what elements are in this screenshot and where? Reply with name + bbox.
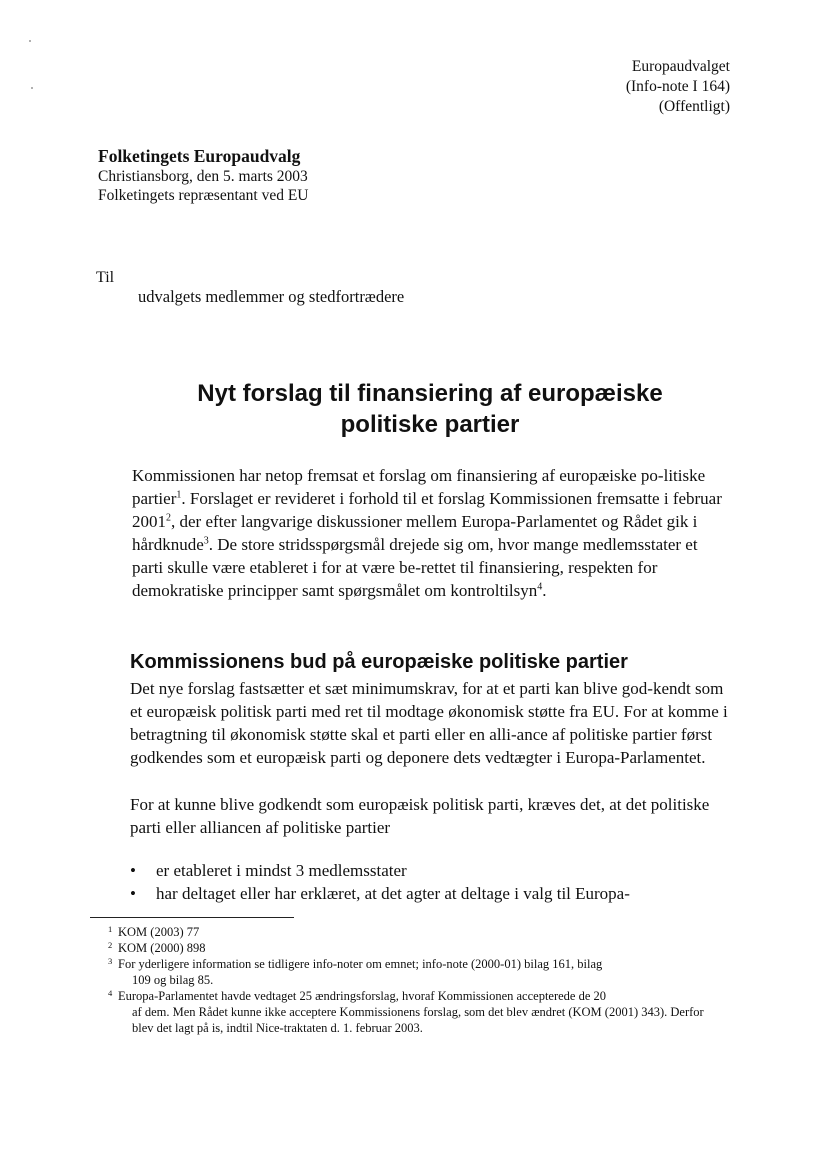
footnote-continuation: af dem. Men Rådet kunne ikke acceptere Kommissionens forslag, som det blev ændret (KOM (2001) 343). Derfor blev det lagt på is, indtil Nice-traktaten d. 1. februar 2003.	[132, 1005, 704, 1035]
page-title	[100, 378, 760, 440]
list-item	[130, 882, 630, 905]
footnote-mark: 4	[108, 988, 113, 998]
footnote-continuation: 109 og bilag 85.	[132, 973, 214, 987]
footnote-divider	[90, 917, 294, 918]
footnote-ref-2: 2	[166, 512, 171, 524]
note-id: (Info-note I 164)	[625, 78, 730, 95]
section-heading: Kommissionens bud på europæiske politiske partier	[130, 651, 628, 673]
bullet-icon: •	[130, 861, 136, 880]
intro-text: . Forslaget er revideret i forhold til et forslag Kommissionen fremsatte i februar 2001	[132, 489, 722, 531]
footnote-ref-3: 3	[203, 535, 209, 547]
list-item-text: er etableret i mindst 3 medlemsstater	[156, 861, 407, 880]
footnote-mark: 1	[108, 924, 113, 934]
footnote-text: For yderligere information se tidligere info-noter om emnet; info-note (2000-01) bilag 161, bilag	[118, 957, 603, 971]
requirements-list	[130, 859, 630, 905]
scan-speck	[29, 40, 31, 42]
section-paragraph: For at kunne blive godkendt som europæisk politisk parti, kræves det, at det politiske parti eller alliancen af politiske partier	[130, 795, 710, 837]
bullet-icon: •	[130, 884, 136, 903]
footnote-ref-4: 4	[537, 581, 543, 593]
committee-name: Europaudvalget	[631, 58, 730, 75]
footnotes	[108, 924, 708, 1036]
footnote-text: KOM (2003) 77	[118, 925, 200, 939]
document-header	[626, 57, 730, 117]
footnote	[108, 940, 708, 956]
footnote	[108, 956, 708, 988]
scan-speck	[31, 87, 33, 89]
addressee-recipients: udvalgets medlemmer og stedfortrædere	[138, 287, 405, 306]
footnote	[108, 924, 708, 940]
intro-text: .	[542, 581, 547, 600]
place-date: Christiansborg, den 5. marts 2003	[98, 168, 308, 185]
intro-paragraph	[132, 464, 728, 602]
intro-text: Kommissionen har netop fremsat et forslag om finansiering af europæiske po-litiske partier	[132, 466, 706, 508]
sender-block	[98, 145, 309, 205]
footnote	[108, 988, 708, 1036]
section-paragraph: Det nye forslag fastsætter et sæt minimumskrav, for at et parti kan blive god-kendt som et europæisk politisk parti med ret til modtage økonomisk støtte fra EU. For at komme i betragtning til økonomisk støtte skal et parti eller en alli-ance af politiske partier først godkendes som et europæisk parti og deponere dets vedtægter i Europa-Parlamentet.	[130, 679, 728, 767]
intro-text: , der efter langvarige diskussioner mellem Europa-Parlamentet og Rådet gik i hårdknude	[132, 512, 698, 554]
footnote-mark: 2	[108, 940, 113, 950]
footnote-mark: 3	[108, 956, 113, 966]
addressee-label: Til	[96, 269, 115, 286]
footnote-text: KOM (2000) 898	[118, 941, 206, 955]
intro-text: . De store stridsspørgsmål drejede sig om, hvor mange medlemsstater et parti skulle være etableret i for at være be-rettet til finansiering, respekten for demokratiske principper samt spørgsmålet om kontroltilsyn	[132, 535, 698, 600]
title-line-2: politiske partier	[340, 411, 520, 438]
list-item-text: har deltaget eller har erklæret, at det agter at deltage i valg til Europa-	[156, 884, 630, 903]
classification: (Offentligt)	[658, 98, 730, 115]
title-line-1: Nyt forslag til finansiering af europæiske	[197, 380, 663, 407]
footnote-ref-1: 1	[176, 489, 182, 501]
list-item	[130, 859, 630, 882]
footnote-text: Europa-Parlamentet havde vedtaget 25 ændringsforslag, hvoraf Kommissionen accepterede de 20	[118, 989, 607, 1003]
sender-representative: Folketingets repræsentant ved EU	[98, 187, 309, 204]
sender-organization: Folketingets Europaudvalg	[98, 146, 301, 166]
